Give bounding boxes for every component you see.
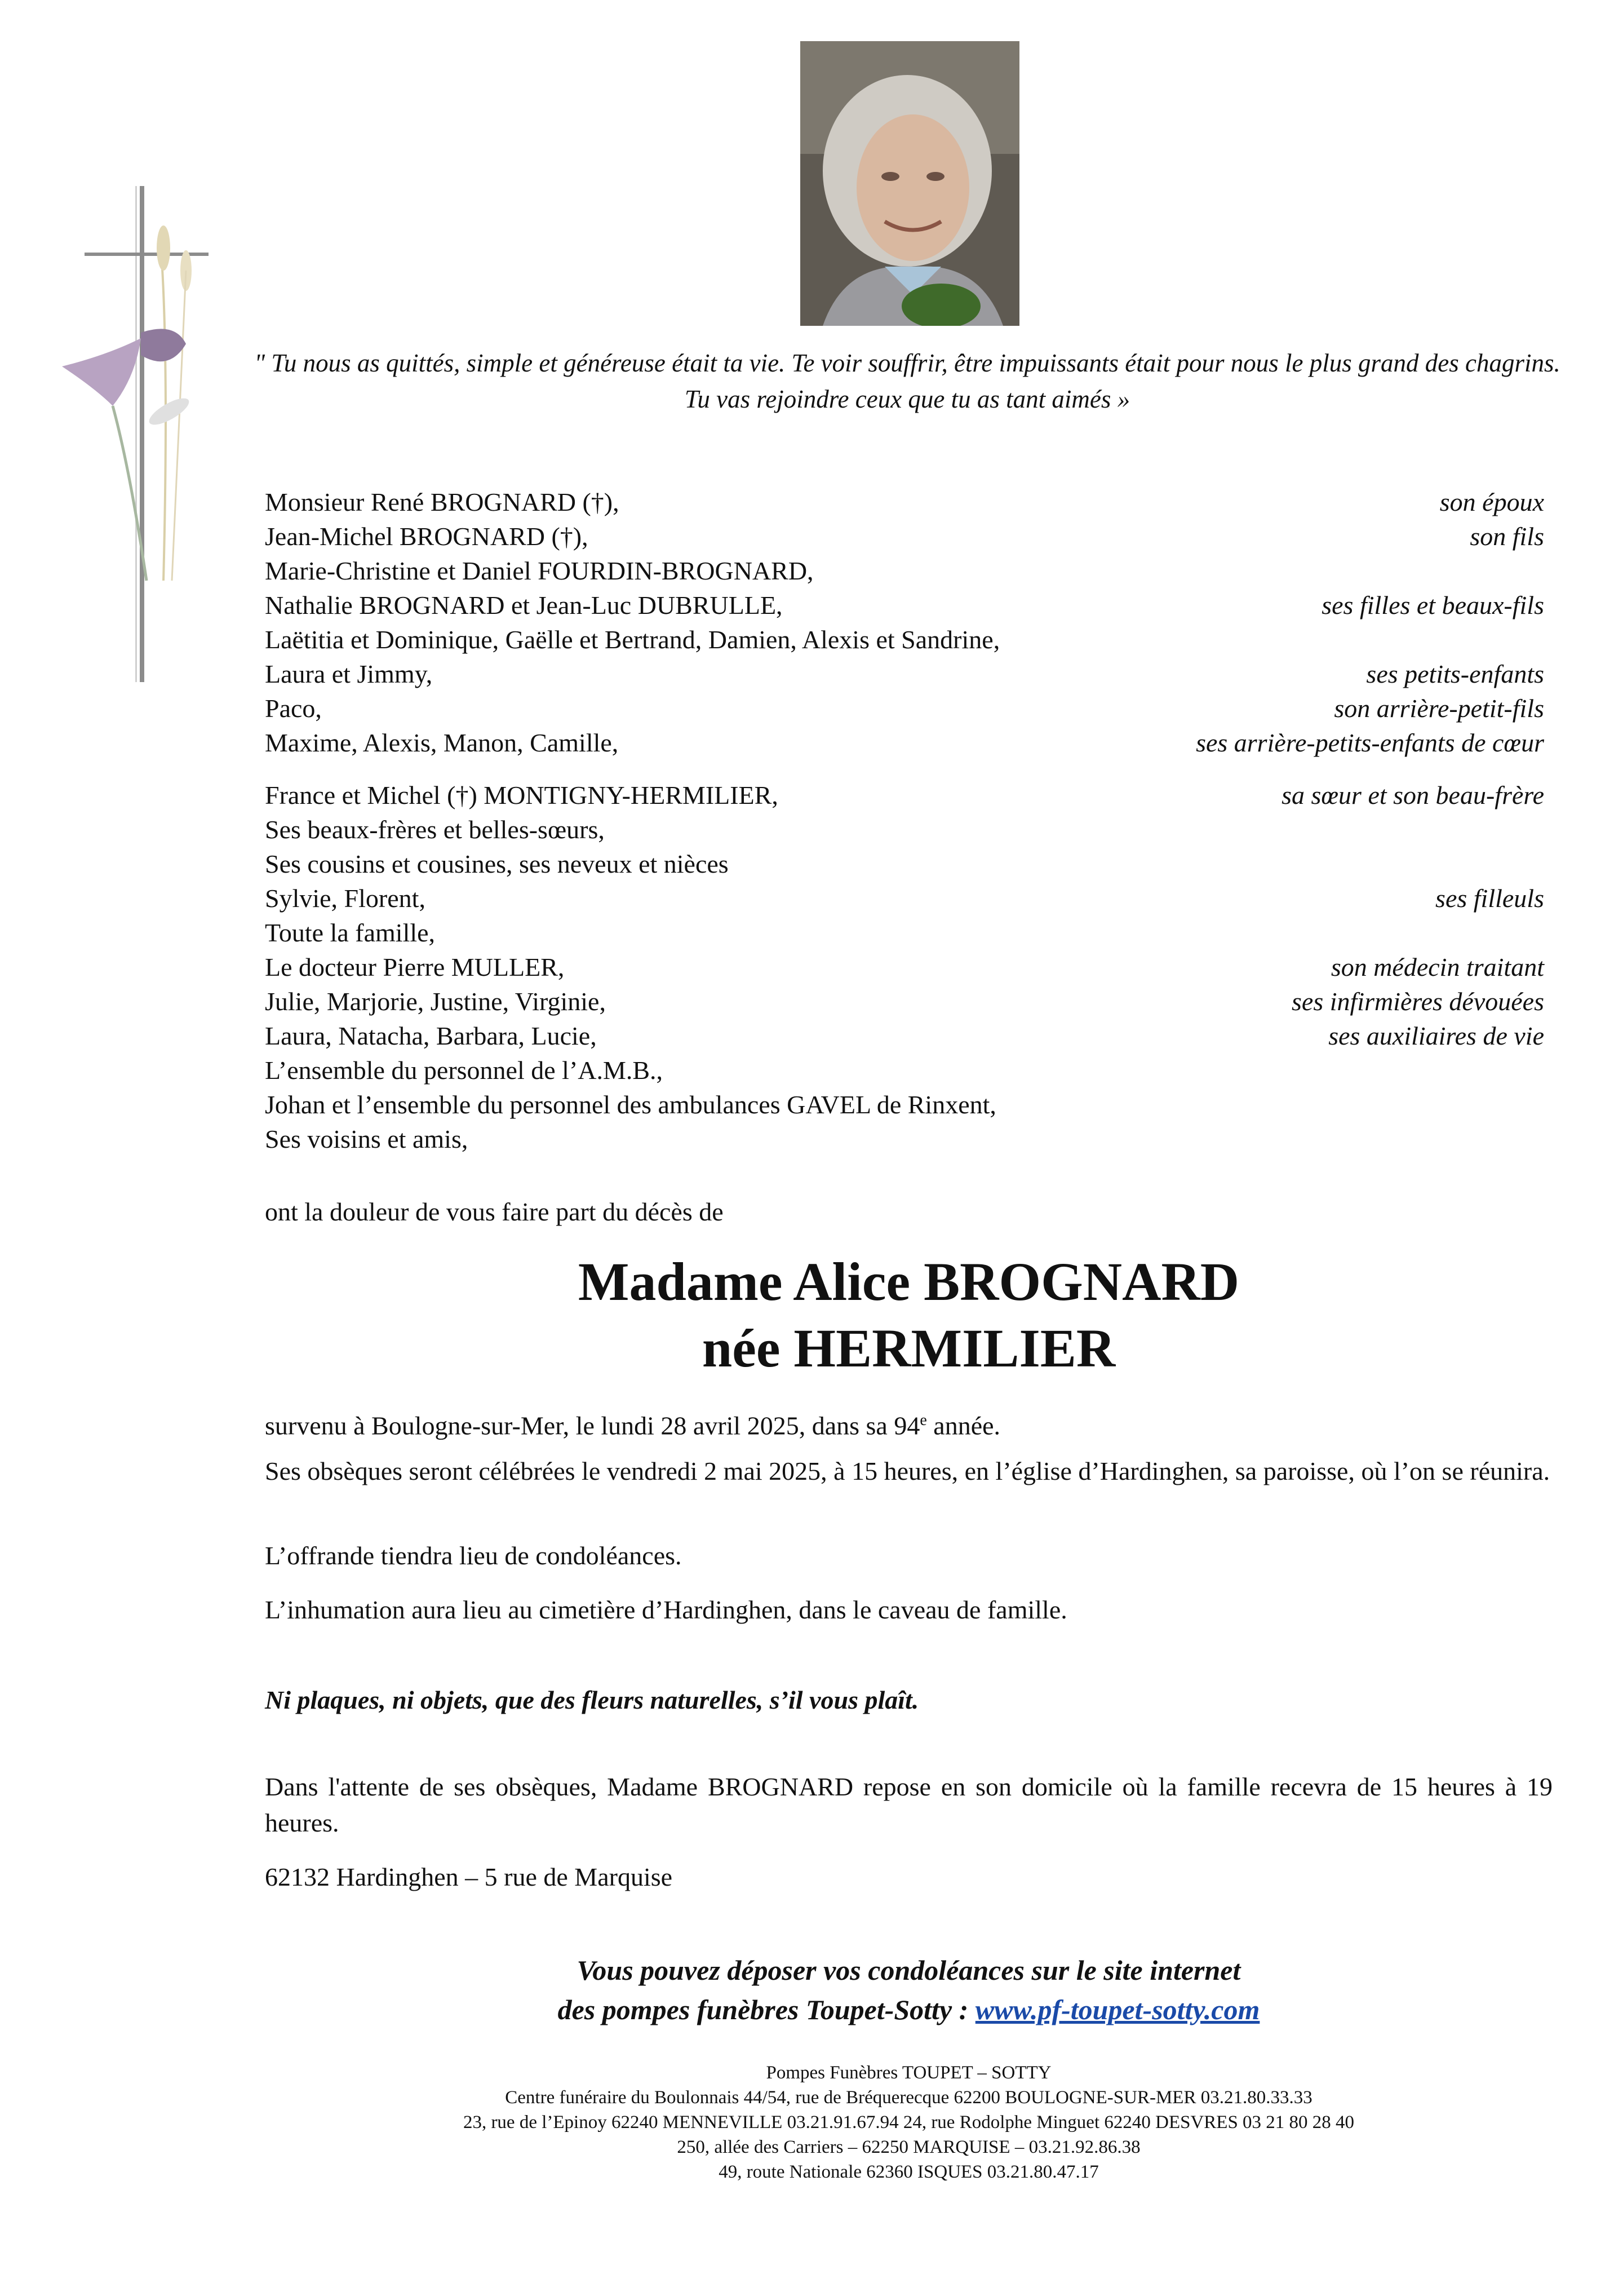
family-name: Laura, Natacha, Barbara, Lucie, [265,1021,597,1050]
family-row [265,812,1544,847]
family-row [265,1053,1544,1088]
death-text: survenu à Boulogne-sur-Mer, le lundi 28 avril 2025, dans sa 94 [265,1411,920,1440]
family-name: Toute la famille, [265,918,436,947]
family-relation: ses filles et beaux-fils [1322,591,1544,620]
condolences-line-2 [265,1990,1553,2029]
footer-line: Pompes Funèbres TOUPET – SOTTY [766,2063,1052,2083]
family-name: Nathalie BROGNARD et Jean-Luc DUBRULLE, [265,591,783,620]
death-end: année. [926,1411,1001,1440]
family-row [265,778,1544,813]
deceased-name: Madame Alice BROGNARD [578,1251,1240,1312]
memorial-quote: " Tu nous as quittés, simple et généreuse était ta vie. Te voir souffrir, être impuissants était pour nous le plus grand des chagrins. Tu vas rejoindre ceux que tu as tant aimés » [254,349,1560,413]
family-name: Sylvie, Florent, [265,884,425,913]
announcement-text: ont la douleur de vous faire part du décès de [265,1197,724,1226]
funeral-details: Ses obsèques seront célébrées le vendredi 2 mai 2025, à 15 heures, en l’église d’Hardinghen, sa paroisse, où l’on se réunira. [265,1457,1550,1485]
burial-details: L’inhumation aura lieu au cimetière d’Hardinghen, dans le caveau de famille. [265,1595,1067,1624]
family-name: France et Michel (†) MONTIGNY-HERMILIER, [265,781,778,809]
family-relation: ses auxiliaires de vie [1328,1021,1544,1050]
family-relation: son époux [1439,488,1544,516]
wake-details: Dans l'attente de ses obsèques, Madame BROGNARD repose en son domicile où la famille recevra de 15 heures à 19 heures. [265,1772,1553,1837]
family-row [265,1019,1544,1054]
family-row [265,485,1544,520]
family-name: Le docteur Pierre MULLER, [265,953,565,981]
family-row [265,881,1544,916]
family-row [265,847,1544,882]
family-name: L’ensemble du personnel de l’A.M.B., [265,1056,663,1085]
family-row [265,950,1544,985]
family-relation: son médecin traitant [1331,953,1544,981]
family-relation: ses arrière-petits-enfants de cœur [1196,728,1544,757]
condolences-website-link[interactable]: www.pf-toupet-sotty.com [975,1994,1260,2025]
death-ordinal: e [920,1412,927,1429]
family-relation: ses petits-enfants [1366,660,1544,688]
family-name: Jean-Michel BROGNARD (†), [265,522,588,551]
family-name: Laura et Jimmy, [265,660,433,688]
home-address: 62132 Hardinghen – 5 rue de Marquise [265,1863,673,1891]
family-name: Johan et l’ensemble du personnel des ambulances GAVEL de Rinxent, [265,1090,996,1119]
family-name: Julie, Marjorie, Justine, Virginie, [265,987,606,1016]
family-row [265,1122,1544,1157]
family-relation: ses infirmières dévouées [1292,987,1544,1016]
condolences-prefix: des pompes funèbres Toupet-Sotty : [557,1994,975,2025]
footer-line: 23, rue de l’Epinoy 62240 MENNEVILLE 03.21.91.67.94 24, rue Rodolphe Minguet 62240 DESVRES 03 21 80 28 40 [463,2112,1355,2133]
family-row [265,984,1544,1019]
family-row [265,691,1544,726]
family-relation: son fils [1470,522,1544,551]
family-name: Marie-Christine et Daniel FOURDIN-BROGNARD, [265,556,814,585]
condolences-line: Vous pouvez déposer vos condoléances sur le site internet [577,1954,1241,1986]
family-row [265,519,1544,554]
deceased-maiden-name: née HERMILIER [702,1318,1116,1378]
family-row [265,915,1544,950]
cross-lily-decoration [56,186,237,693]
family-name: Laëtitia et Dominique, Gaëlle et Bertrand, Damien, Alexis et Sandrine, [265,625,1000,654]
family-row [265,622,1544,657]
portrait-image [800,41,1019,326]
family-row [265,588,1544,623]
family-relation: son arrière-petit-fils [1334,694,1544,723]
footer-line: 250, allée des Carriers – 62250 MARQUISE – 03.21.92.86.38 [677,2137,1141,2157]
footer-line: 49, route Nationale 62360 ISQUES 03.21.80.47.17 [719,2162,1099,2182]
family-name: Ses cousins et cousines, ses neveux et nièces [265,850,729,878]
family-row [265,725,1544,760]
portrait-photo [800,41,1019,326]
family-name: Ses voisins et amis, [265,1125,468,1153]
family-name: Maxime, Alexis, Manon, Camille, [265,728,619,757]
family-relation: sa sœur et son beau-frère [1281,781,1544,809]
family-name: Ses beaux-frères et belles-sœurs, [265,815,605,844]
family-name: Monsieur René BROGNARD (†), [265,488,619,516]
family-relation: ses filleuls [1435,884,1544,913]
flowers-note: Ni plaques, ni objets, que des fleurs naturelles, s’il vous plaît. [265,1685,919,1714]
family-name: Paco, [265,694,322,723]
family-row [265,554,1544,589]
family-row [265,1087,1544,1122]
offering-note: L’offrande tiendra lieu de condoléances. [265,1541,682,1570]
family-row [265,657,1544,692]
death-details [265,1403,1553,1444]
footer-line: Centre funéraire du Boulonnais 44/54, rue de Bréquerecque 62200 BOULOGNE-SUR-MER 03.21.80.33.33 [505,2087,1312,2108]
